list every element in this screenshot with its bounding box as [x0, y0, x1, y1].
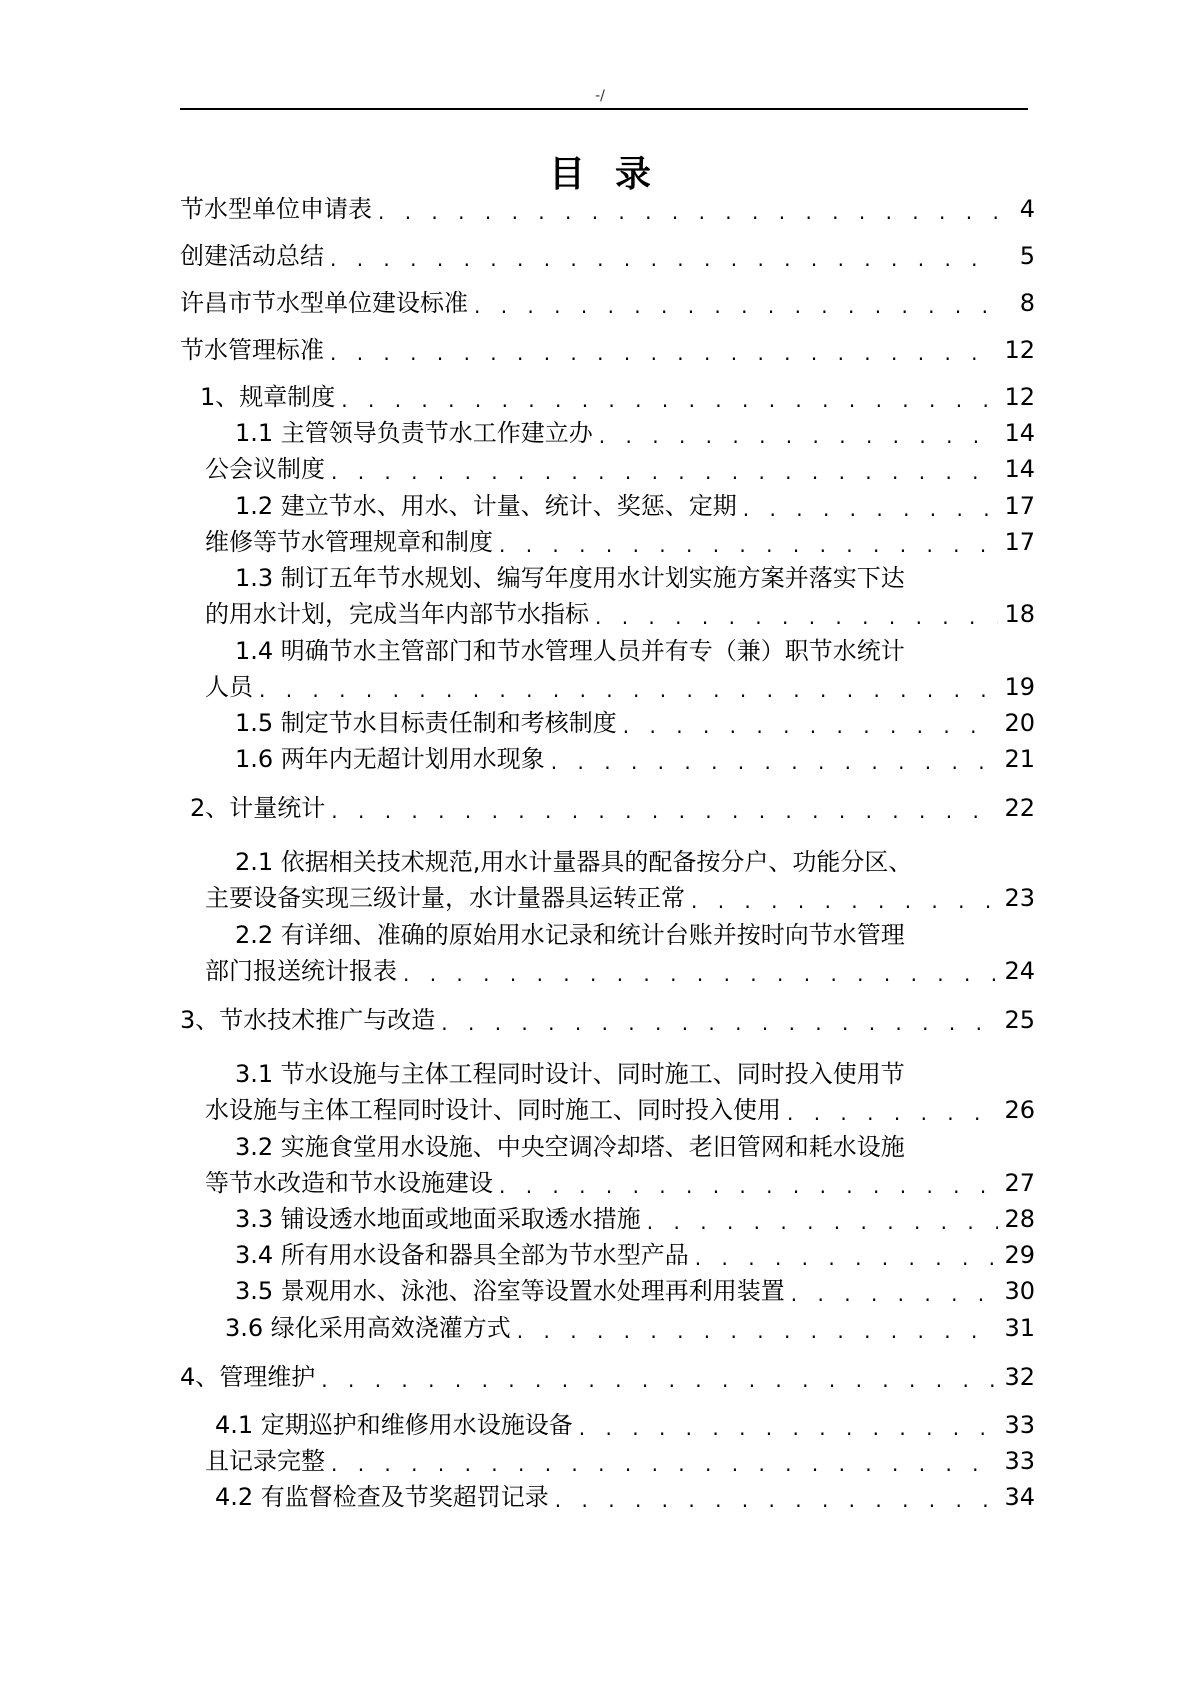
- toc-entry-text: 3.3 铺设透水地面或地面采取透水措施: [235, 1205, 641, 1233]
- toc-entry-text: 主要设备实现三级计量，水计量器具运转正常: [205, 884, 685, 912]
- toc-entry[interactable]: [180, 194, 1035, 224]
- toc-leader-dots: [321, 1368, 998, 1392]
- toc-entry-text: 且记录完整: [205, 1447, 325, 1475]
- toc-entry[interactable]: [205, 1095, 1035, 1125]
- toc-leader-dots: [378, 200, 999, 224]
- toc-entry-page: 4: [1019, 195, 1035, 223]
- toc-entry-text: 2.1 依据相关技术规范,用水计量器具的配备按分户、功能分区、: [235, 848, 913, 876]
- toc-leader-dots: [787, 1101, 998, 1125]
- toc-entry-page: 26: [1004, 1096, 1035, 1124]
- toc-entry-text: 4、管理维护: [180, 1363, 316, 1391]
- toc-entry-text: 2.2 有详细、准确的原始用水记录和统计台账并按时向节水管理: [235, 921, 905, 949]
- toc-entry-page: 30: [1004, 1277, 1035, 1305]
- header-mark: -/: [595, 88, 605, 104]
- toc-entry-text: 3.2 实施食堂用水设施、中央空调冷却塔、老旧管网和耗水设施: [235, 1133, 905, 1161]
- toc-entry-page: 25: [1004, 1006, 1035, 1034]
- toc-entry-text: 3.4 所有用水设备和器具全部为节水型产品: [235, 1241, 689, 1269]
- toc-entry-text: 3.6 绿化采用高效浇灌方式: [225, 1314, 511, 1342]
- toc-entry[interactable]: [235, 1276, 1035, 1306]
- toc-leader-dots: [595, 605, 998, 629]
- toc-entry-text: 1.1 主管领导负责节水工作建立办: [235, 419, 593, 447]
- toc-leader-dots: [441, 1011, 998, 1035]
- toc-entry-text: 1.4 明确节水主管部门和节水管理人员并有专（兼）职节水统计: [235, 637, 905, 665]
- toc-entry-text: 4.2 有监督检查及节奖超罚记录: [215, 1483, 549, 1511]
- page-title: 目录: [548, 154, 681, 195]
- toc-leader-dots: [403, 962, 998, 986]
- toc-entry-page: 32: [1004, 1363, 1035, 1391]
- toc-entry[interactable]: [225, 1313, 1035, 1343]
- toc-entry-page: 33: [1004, 1411, 1035, 1439]
- toc-entry-text: 1.5 制定节水目标责任制和考核制度: [235, 709, 617, 737]
- toc-leader-dots: [517, 1319, 999, 1343]
- toc-entry-text: 公会议制度: [205, 455, 325, 483]
- toc-entry-page: 17: [1004, 492, 1035, 520]
- toc-entry-page: 17: [1004, 528, 1035, 556]
- toc-entry[interactable]: [235, 1240, 1035, 1270]
- toc-entry-page: 33: [1004, 1447, 1035, 1475]
- toc-leader-dots: [330, 247, 999, 271]
- toc-leader-dots: [599, 424, 999, 448]
- toc-entry[interactable]: [215, 1482, 1035, 1512]
- toc-leader-dots: [695, 1246, 999, 1270]
- toc-entry[interactable]: [235, 1204, 1035, 1234]
- toc-entry[interactable]: [235, 744, 1035, 774]
- toc-leader-dots: [341, 388, 998, 412]
- toc-entry[interactable]: [180, 288, 1035, 318]
- toc-entry[interactable]: [235, 491, 1035, 521]
- toc-leader-dots: [499, 533, 998, 557]
- toc-entry-text: 1、规章制度: [200, 383, 336, 411]
- toc-entry-page: 27: [1004, 1169, 1035, 1197]
- toc-entry-text: 节水管理标准: [180, 336, 324, 364]
- toc-entry-page: 18: [1004, 600, 1035, 628]
- toc-leader-dots: [691, 889, 998, 913]
- toc-leader-dots: [743, 497, 999, 521]
- toc-entry-text: 1.2 建立节水、用水、计量、统计、奖惩、定期: [235, 492, 737, 520]
- toc-leader-dots: [474, 294, 999, 318]
- toc-entry-page: 5: [1019, 242, 1035, 270]
- toc-entry-text: 3、节水技术推广与改造: [180, 1006, 436, 1034]
- toc-entry-page: 12: [1004, 383, 1035, 411]
- toc-entry[interactable]: [205, 454, 1035, 484]
- toc-leader-dots: [331, 1452, 998, 1476]
- toc-entry-text: 创建活动总结: [180, 242, 324, 270]
- toc-entry[interactable]: [180, 1362, 1035, 1392]
- toc-leader-dots: [579, 1416, 999, 1440]
- toc-entry-text: 3.5 景观用水、泳池、浴室等设置水处理再利用装置: [235, 1277, 785, 1305]
- toc-entry[interactable]: [205, 599, 1035, 629]
- toc-entry[interactable]: [180, 335, 1035, 365]
- toc-leader-dots: [623, 714, 999, 738]
- toc-leader-dots: [499, 1174, 998, 1198]
- toc-leader-dots: [551, 750, 999, 774]
- toc-entry[interactable]: [180, 1005, 1035, 1035]
- toc-entry-page: 14: [1004, 419, 1035, 447]
- toc-entry-text: 部门报送统计报表: [205, 957, 397, 985]
- toc-entry-page: 12: [1004, 336, 1035, 364]
- toc-entry[interactable]: [205, 1168, 1035, 1198]
- toc-entry-text: 1.6 两年内无超计划用水现象: [235, 745, 545, 773]
- toc-entry-page: 23: [1004, 884, 1035, 912]
- toc-entry-page: 34: [1004, 1483, 1035, 1511]
- toc-entry-page: 31: [1004, 1314, 1035, 1342]
- toc-leader-dots: [791, 1282, 999, 1306]
- toc-entry-page: 22: [1004, 794, 1035, 822]
- toc-entry-page: 19: [1004, 673, 1035, 701]
- toc-entry-page: 21: [1004, 745, 1035, 773]
- header-rule: [180, 108, 1028, 110]
- toc-entry[interactable]: [205, 956, 1035, 986]
- toc-entry-page: 28: [1004, 1205, 1035, 1233]
- toc-entry-text: 水设施与主体工程同时设计、同时施工、同时投入使用: [205, 1096, 781, 1124]
- toc-entry-page: 24: [1004, 957, 1035, 985]
- toc-entry-page: 20: [1004, 709, 1035, 737]
- toc-entry-text: 人员: [205, 673, 253, 701]
- toc-entry[interactable]: [205, 1446, 1035, 1476]
- toc-entry[interactable]: [235, 708, 1035, 738]
- toc-entry[interactable]: [235, 418, 1035, 448]
- toc-entry[interactable]: [200, 382, 1035, 412]
- toc-leader-dots: [259, 678, 998, 702]
- toc-entry[interactable]: [190, 793, 1035, 823]
- toc-entry-page: 8: [1019, 289, 1035, 317]
- toc-leader-dots: [330, 341, 998, 365]
- toc-entry-page: 14: [1004, 455, 1035, 483]
- toc-leader-dots: [331, 799, 998, 823]
- toc-entry[interactable]: [205, 672, 1035, 702]
- toc-entry-text: 2、计量统计: [190, 794, 326, 822]
- toc-entry-text: 许昌市节水型单位建设标准: [180, 289, 468, 317]
- toc-entry-page: 29: [1004, 1241, 1035, 1269]
- toc-leader-dots: [331, 460, 998, 484]
- toc-entry-text: 1.3 制订五年节水规划、编写年度用水计划实施方案并落实下达: [235, 564, 905, 592]
- toc-leader-dots: [647, 1210, 999, 1234]
- toc-entry-text: 维修等节水管理规章和制度: [205, 528, 493, 556]
- toc-entry-text: 节水型单位申请表: [180, 195, 372, 223]
- toc-entry-text: 的用水计划，完成当年内部节水指标: [205, 600, 589, 628]
- toc-entry-text: 3.1 节水设施与主体工程同时设计、同时施工、同时投入使用节: [235, 1060, 905, 1088]
- toc-entry[interactable]: [205, 527, 1035, 557]
- toc-leader-dots: [555, 1488, 999, 1512]
- toc-entry-text: 4.1 定期巡护和维修用水设施设备: [215, 1411, 573, 1439]
- toc-entry-text: 等节水改造和节水设施建设: [205, 1169, 493, 1197]
- toc-entry[interactable]: [180, 241, 1035, 271]
- toc-entry[interactable]: [215, 1410, 1035, 1440]
- toc-entry[interactable]: [205, 883, 1035, 913]
